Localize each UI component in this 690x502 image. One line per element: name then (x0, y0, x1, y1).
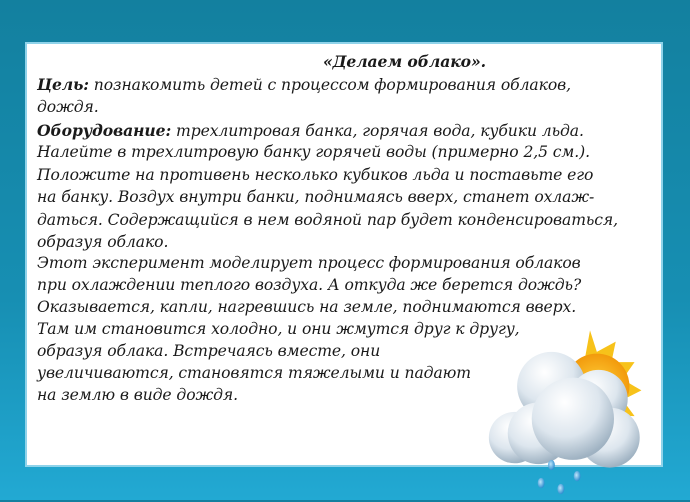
rain-cloud-sun-icon (470, 326, 650, 502)
body-line: Там им становится холодно, и они жмутся друг к другу, (37, 320, 520, 338)
equipment-text: трехлитровая банка, горячая вода, кубики льда. (171, 122, 584, 140)
body-line: образуя облако. (37, 233, 169, 251)
body-line: на банку. Воздух внутри банки, поднимаясь вверх, станет охлаж- (37, 188, 595, 206)
body-line: при охлаждении теплого воздуха. А откуда же берется дождь? (37, 276, 582, 294)
body-line: Этот эксперимент моделирует процесс формирования облаков (37, 254, 581, 272)
body-line: Налейте в трехлитровую банку горячей воды (примерно 2,5 см.). (37, 143, 590, 161)
body-line: образуя облака. Встречаясь вместе, они (37, 342, 381, 360)
body-line: Положите на противень несколько кубиков льда и поставьте его (37, 166, 594, 184)
body-line: увеличиваются, становятся тяжелыми и падают (37, 364, 471, 382)
body-line: даться. Содержащийся в нем водяной пар будет конденсироваться, (37, 211, 618, 229)
body-line: Оказывается, капли, нагревшись на земле, поднимаются вверх. (37, 298, 577, 316)
equipment-line (37, 121, 584, 140)
equipment-label: Оборудование: (37, 121, 172, 140)
goal-line-2: дождя. (37, 98, 99, 116)
raindrops-icon (538, 460, 581, 494)
goal-text: познакомить детей с процессом формирования облаков, (88, 76, 571, 94)
goal-line (37, 75, 571, 94)
document-title: «Делаем облако». (323, 52, 486, 71)
goal-label: Цель: (37, 75, 89, 94)
body-line: на землю в виде дождя. (37, 386, 238, 404)
